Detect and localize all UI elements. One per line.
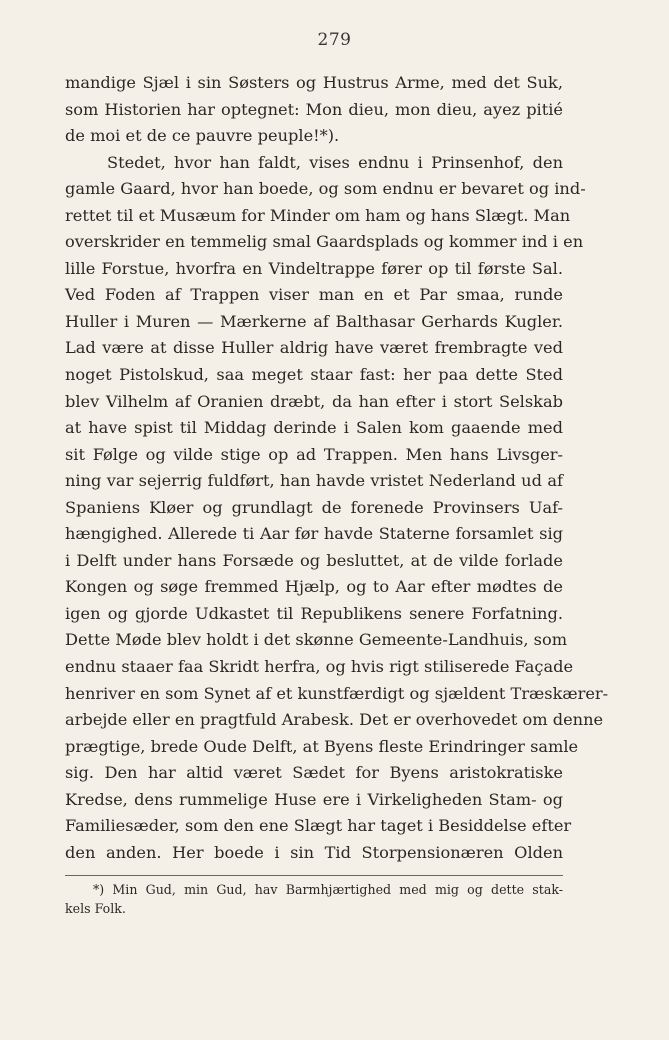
text-line: lille Forstue, hvorfra en Vindeltrappe fører op til første Sal. xyxy=(65,258,563,278)
text-line: Ved Foden af Trappen viser man en et Par smaa, runde xyxy=(65,285,563,305)
text-line: igen og gjorde Udkastet til Republikens senere Forfatning. xyxy=(65,603,563,623)
text-line: mandige Sjæl i sin Søsters og Hustrus Arme, med det Suk, xyxy=(65,73,563,92)
text-line: blev Vilhelm af Oranien dræbt, da han efter i stort Selskab xyxy=(65,391,563,411)
text-line: rettet til et Musæum for Minder om ham og hans Slægt. Man xyxy=(65,205,571,225)
text-line: Stedet, hvor han faldt, vises endnu i Prinsenhof, den xyxy=(107,152,563,172)
text-line: sit Følge og vilde stige op ad Trappen. Men hans Livsger- xyxy=(65,444,563,464)
text-line: sig. Den har altid været Sædet for Byens aristokratiske xyxy=(65,763,563,783)
text-line: prægtige, brede Oude Delft, at Byens fleste Erindringer samle xyxy=(65,736,579,756)
text-line: henriver en som Synet af et kunstfærdigt og sjældent Træskærer- xyxy=(65,683,609,703)
text-line: som Historien har optegnet: Mon dieu, mon dieu, ayez pitié xyxy=(65,99,563,119)
text-line: arbejde eller en pragtfuld Arabesk. Det er overhovedet om denne xyxy=(65,710,604,730)
footnote xyxy=(65,880,563,918)
text-line: i Delft under hans Forsæde og besluttet, at de vilde forlade xyxy=(65,550,563,570)
text-line: Familiesæder, som den ene Slægt har taget i Besiddelse efter xyxy=(65,816,572,836)
text-line: Spaniens Kløer og grundlagt de forenede Provinsers Uaf- xyxy=(65,497,563,517)
text-line: endnu staaer faa Skridt herfra, og hvis rigt stiliserede Façade xyxy=(65,657,574,677)
text-line: den anden. Her boede i sin Tid Storpensionæren Olden xyxy=(65,842,563,862)
text-line: ning var sejerrig fuldført, han havde vristet Nederland ud af xyxy=(65,471,563,491)
footnote-divider xyxy=(65,875,563,876)
text-line: hængighed. Allerede ti Aar før havde Staterne forsamlet sig xyxy=(65,524,563,544)
footnote-line: kels Folk. xyxy=(65,901,126,916)
text-line: overskrider en temmelig smal Gaardsplads og kommer ind i en xyxy=(65,232,584,252)
text-line: Kongen og søge fremmed Hjælp, og to Aar efter mødtes de xyxy=(65,577,563,597)
body-text xyxy=(65,70,609,866)
text-line: Huller i Muren — Mærkerne af Balthasar Gerhards Kugler. xyxy=(65,311,563,331)
footnote-line: *) Min Gud, min Gud, hav Barmhjærtighed med mig og dette stak- xyxy=(93,882,563,897)
page-number: 279 xyxy=(317,30,352,50)
text-line: Lad være at disse Huller aldrig have været frembragte ved xyxy=(65,338,563,358)
text-line: at have spist til Middag derinde i Salen kom gaaende med xyxy=(65,418,563,438)
text-line: de moi et de ce pauvre peuple!*). xyxy=(65,126,340,146)
text-line: Kredse, dens rummelige Huse ere i Virkeligheden Stam- og xyxy=(65,789,563,809)
text-line: noget Pistolskud, saa meget staar fast: her paa dette Sted xyxy=(65,365,563,385)
text-line: Dette Møde blev holdt i det skønne Gemeente-Landhuis, som xyxy=(65,630,568,650)
text-line: gamle Gaard, hvor han boede, og som endnu er bevaret og ind- xyxy=(65,179,586,199)
